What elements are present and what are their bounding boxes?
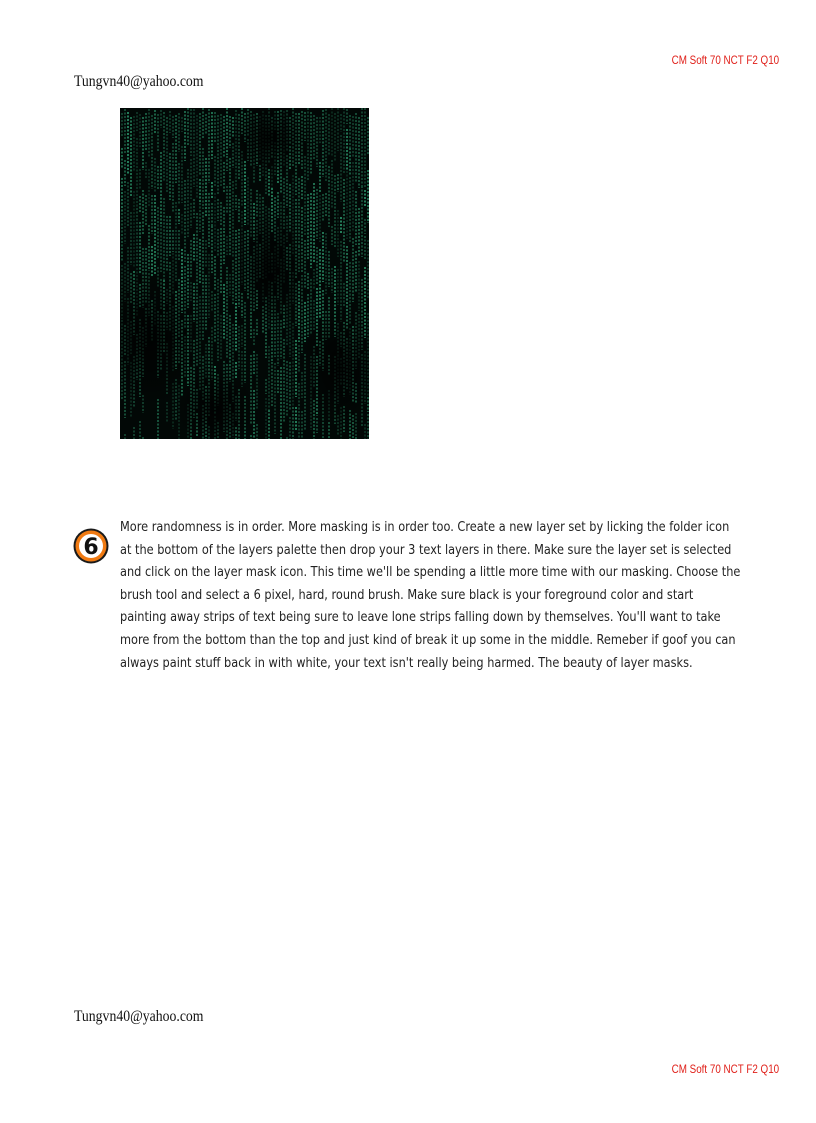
header-doc-label: CM Soft 70 NCT F2 Q10: [671, 53, 779, 67]
footer-doc-label: CM Soft 70 NCT F2 Q10: [671, 1062, 779, 1076]
matrix-code-rain-graphic: [120, 108, 369, 439]
matrix-code-image: [120, 108, 369, 439]
footer-email: Tungvn40@yahoo.com: [74, 1008, 204, 1025]
header-email: Tungvn40@yahoo.com: [74, 73, 204, 90]
step-six-icon: [72, 527, 110, 565]
step-number-badge: [72, 527, 110, 565]
step-instructions: More randomness is in order. More masking is in order too. Create a new layer set by licking the folder icon at the bottom of the layers palette then drop your 3 text layers in there. Make sure the layer set is selected and click on the layer mask icon. This time we'll be spending a little more time with our masking. Choose the brush tool and select a 6 pixel, hard, round brush. Make sure black is your foreground color and start painting away strips of text being sure to leave lone strips falling down by themselves. You'll want to take more from the bottom than the top and just kind of break it up some in the middle. Remeber if goof you can always paint stuff back in with white, your text isn't really being harmed. The beauty of layer masks.: [120, 519, 741, 671]
svg-text:6: 6: [83, 535, 99, 560]
